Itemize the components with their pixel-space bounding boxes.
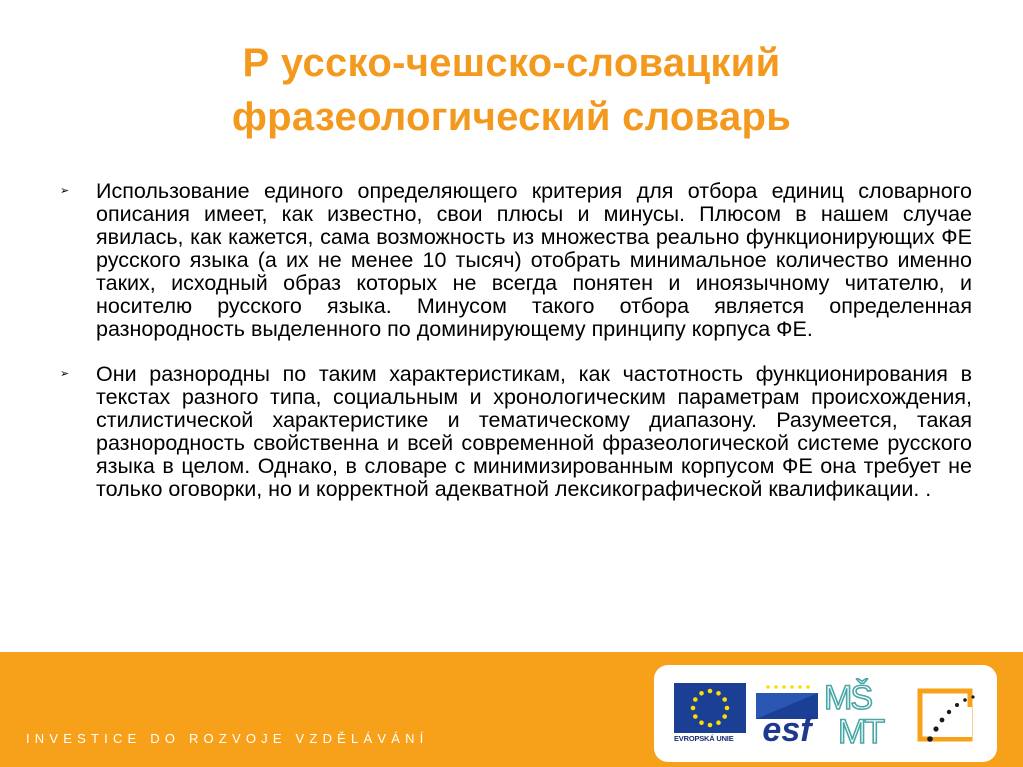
education-logo-icon bbox=[912, 679, 980, 749]
bullet-text: Использование единого определяющего критерия для отбора единиц словарного описания имеет, как известно, свои плюсы и минусы. Плюсом в нашем случае явилась, как кажется, сама возможность из множества реально функционирующих ФЕ русского языка (а их не менее 10 тысяч) отобрать минимальное количество именно таких, исходный образ которых не всегда понятен и иноязычному читателю, и носителю русского языка. Минусом такого отбора является определенная разнородность выделенного по доминирующему принципу корпуса ФЕ. bbox=[96, 179, 972, 341]
footer-band bbox=[0, 652, 1023, 767]
title-line-2: фразеологический словарь bbox=[231, 95, 792, 139]
footer-slogan: INVESTICE DO ROZVOJE VZDĚLÁVÁNÍ bbox=[26, 731, 429, 746]
eu-flag-icon bbox=[674, 683, 746, 733]
bullet-list bbox=[60, 180, 972, 523]
arrow-bullet-icon: ➢ bbox=[60, 367, 70, 380]
slide-title bbox=[0, 36, 1023, 144]
eu-caption: EVROPSKÁ UNIE bbox=[674, 734, 734, 743]
logo-panel bbox=[654, 665, 997, 762]
esf-logo-label: esf bbox=[762, 711, 812, 747]
msmt-logo-label: MŠMT bbox=[822, 673, 825, 674]
svg-text:MŠ: MŠ bbox=[824, 679, 871, 717]
bullet-text: Они разнородны по таким характеристикам, как частотность функционирования в текстах разного типа, социальным и хронологическим параметрам происхождения, стилистической характеристике и тематическому диапазону. Разумеется, такая разнородность свойственна и всей современной фразеологической системе русского языка в целом. Однако, в словаре с минимизированным корпусом ФЕ она требует не только оговорки, но и корректной адекватной лексикографической квалификации. . bbox=[96, 362, 972, 501]
arrow-bullet-icon: ➢ bbox=[60, 184, 70, 197]
msmt-logo-icon bbox=[822, 673, 898, 749]
svg-text:MT: MT bbox=[838, 713, 884, 749]
bullet-item bbox=[60, 363, 972, 501]
bullet-item bbox=[60, 180, 972, 341]
title-line-1: Р усско-чешско-словацкий bbox=[242, 41, 781, 85]
esf-logo-icon bbox=[754, 681, 820, 747]
